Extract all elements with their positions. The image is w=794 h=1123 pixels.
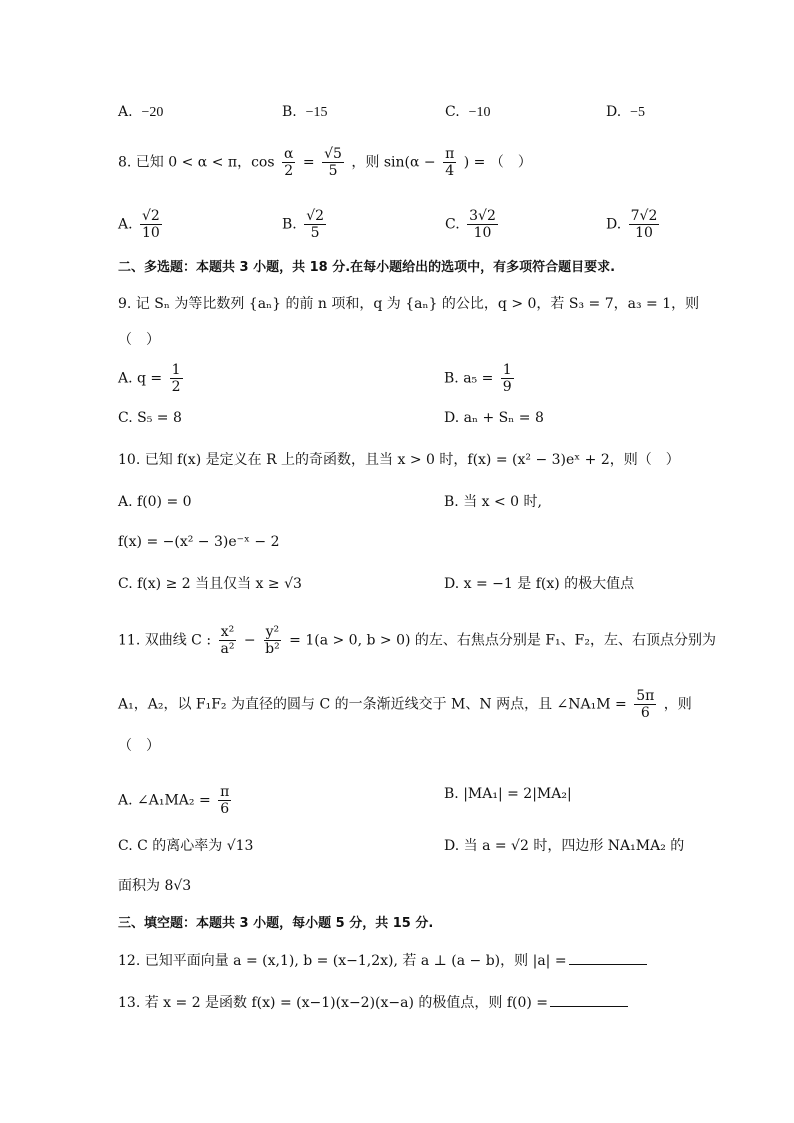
q8-option-d: D. $\frac{7√2}{10}$: [606, 208, 658, 241]
q8-option-a: A. $\frac{√2}{10}$: [118, 208, 160, 241]
q7-option-a: A. −20: [118, 104, 164, 120]
q9-option-c: C. S₅ = 8: [118, 410, 182, 426]
q9-paren: （ ）: [118, 332, 160, 348]
q11-option-a: A. ∠A₁MA₂ = $\frac{\pi}{6}$: [118, 784, 230, 817]
q11-stem-line2: A₁，A₂，以 F₁F₂ 为直径的圆与 C 的一条渐近线交于 M、N 两点，且 ∠NA₁M = $\frac{5\pi}{6}$ ，则: [118, 688, 692, 721]
q8-stem: 8. 已知 0 < α < π，cos $\frac{\alpha}{2}$ = $\frac{√5}{5}$ ，则 sin(α − $\frac{\pi}{4}$ ) = （ ）: [118, 146, 532, 179]
q9-option-d: D. aₙ + Sₙ = 8: [444, 410, 544, 426]
q13-stem: 13. 若 x = 2 是函数 f(x) = (x−1)(x−2)(x−a) 的极值点，则 f(0) =: [118, 992, 628, 1013]
q10-option-d: D. x = −1 是 f(x) 的极大值点: [444, 576, 635, 592]
q11-stem-line1: 11. 双曲线 C : $\frac{\text{x²}}{\text{a²}}$ − $\frac{\text{y²}}{\text{b²}}$ = 1(a > 0, b > 0) 的左、右焦点分别是 F₁、F₂，左、右顶点分别为: [118, 624, 716, 657]
q13-answer-blank[interactable]: [550, 992, 628, 1007]
q11-option-d-cont: 面积为 8√3: [118, 878, 192, 894]
q10-option-b: B. 当 x < 0 时,: [444, 494, 542, 510]
q8-option-c: C. $\frac{3√2}{10}$: [445, 208, 496, 241]
q10-stem: 10. 已知 f(x) 是定义在 R 上的奇函数，且当 x > 0 时，f(x) = (x² − 3)eˣ + 2，则（ ）: [118, 452, 680, 468]
q12-answer-blank[interactable]: [569, 950, 647, 965]
q11-option-d: D. 当 a = √2 时，四边形 NA₁MA₂ 的: [444, 838, 685, 854]
q11-option-b: B. |MA₁| = 2|MA₂|: [444, 786, 572, 802]
q12-stem: 12. 已知平面向量 a = (x,1), b = (x−1,2x), 若 a ⊥ (a − b)，则 |a| =: [118, 950, 647, 971]
q9-option-a: A. q = $\frac{1}{2}$: [118, 362, 181, 395]
q7-option-c: C. −10: [445, 104, 491, 120]
q10-option-c: C. f(x) ≥ 2 当且仅当 x ≥ √3: [118, 576, 302, 592]
q10-option-a: A. f(0) = 0: [118, 494, 192, 510]
q10-option-b-formula: f(x) = −(x² − 3)e⁻ˣ − 2: [118, 534, 280, 550]
section-3-heading: 三、填空题：本题共 3 小题，每小题 5 分，共 15 分.: [118, 916, 434, 931]
q9-option-b: B. a₅ = $\frac{1}{9}$: [444, 362, 512, 395]
q7-option-d: D. −5: [606, 104, 645, 120]
q11-paren: （ ）: [118, 738, 160, 754]
q9-stem: 9. 记 Sₙ 为等比数列 {aₙ} 的前 n 项和，q 为 {aₙ} 的公比，q > 0，若 S₃ = 7，a₃ = 1，则: [118, 296, 700, 312]
q8-option-b: B. $\frac{√2}{5}$: [282, 208, 325, 241]
q7-option-b: B. −15: [282, 104, 328, 120]
q11-option-c: C. C 的离心率为 √13: [118, 838, 254, 854]
section-2-heading: 二、多选题：本题共 3 小题，共 18 分.在每小题给出的选项中，有多项符合题目要求.: [118, 260, 616, 275]
